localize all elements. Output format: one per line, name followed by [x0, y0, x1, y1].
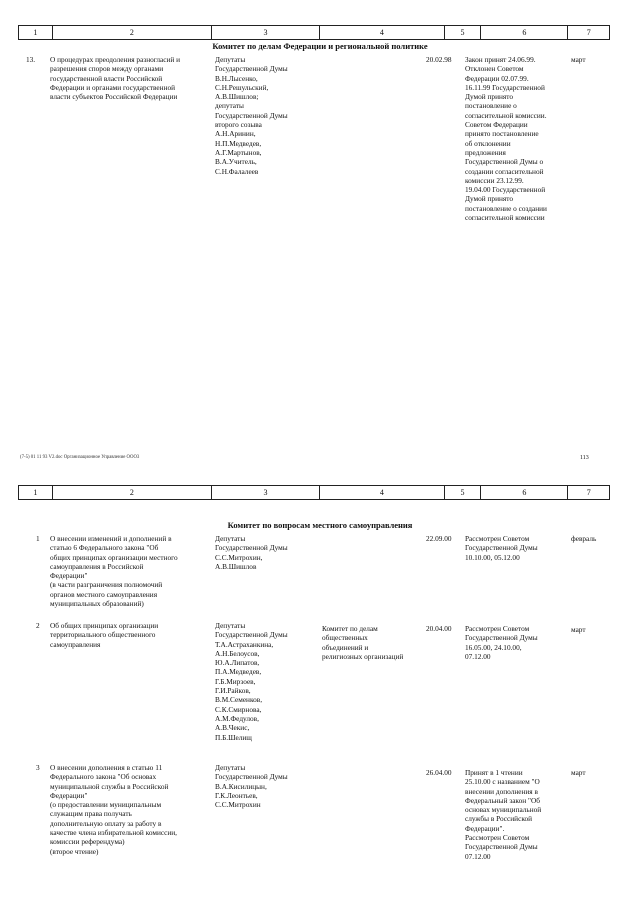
col-header-5: 5	[445, 26, 482, 39]
row-number: 2	[36, 621, 40, 630]
row-number: 13.	[26, 55, 36, 64]
table-header-page1	[18, 25, 610, 40]
row-authors: Депутаты Государственной Думы Т.А.Астраханкина, А.Н.Белоусов, Ю.А.Липатов, П.А.Медведев, Г.Б.Мирзоев, Г.И.Райков, В.М.Семенков, С.К.Смирнова, А.М.Федулов, А.В.Чекис, П.Б.Шелищ	[215, 621, 288, 742]
col-header-7: 7	[586, 488, 591, 497]
row-date: 22.09.00	[426, 534, 452, 543]
col-header-3: 3	[212, 486, 320, 499]
col-header-2: 2	[53, 486, 212, 499]
row-status: Закон принят 24.06.99. Отклонен Советом Федерации 02.07.99. 16.11.99 Государственной Думой принято постановление о согласительной комиссии. Советом Федерации принято постановление об отклонении предложения Государственной Думы о создании согласительной комиссии 23.12.99. 19.04.00 Государственной Думой принято постановление о создании согласительной комиссии	[465, 55, 547, 223]
row-month: февраль	[571, 534, 597, 543]
row-authors: Депутаты Государственной Думы В.А.Кисилицын, Г.К.Леонтьев, С.С.Митрохин	[215, 763, 288, 810]
page-number: 113	[580, 455, 589, 461]
row-title: О процедурах преодоления разногласий и разрешения споров между органами государственной власти Российской Федерации и органами государственной власти субъектов Российской Федерации	[50, 55, 181, 102]
row-month: март	[571, 625, 586, 634]
section-title: Комитет по вопросам местного самоуправления	[227, 520, 413, 530]
row-authors: Депутаты Государственной Думы С.С.Митрохин, А.В.Шишлов	[215, 534, 288, 571]
row-title: О внесении изменений и дополнений в статью 6 Федерального закона "Об общих принципах организации местного самоуправления в Российской Федерации" (в части разграничения полномочий органов местного самоуправления муниципальных образований)	[50, 534, 178, 609]
section-title: Комитет по делам Федерации и региональной политике	[212, 41, 428, 51]
footer-note: (7-5) 01 11 93 V2.doc Организационное Управление ООО3	[20, 455, 140, 460]
row-title: Об общих принципах организации территориального общественного самоуправления	[50, 621, 159, 649]
row-status: Принят в 1 чтении 25.10.00 с названием "О внесении дополнения в Федеральный закон "Об основах муниципальной службы в Российской Федерации". Рассмотрен Советом Государственной Думы 07.12.00	[465, 768, 542, 861]
row-status: Рассмотрен Советом Государственной Думы 10.10.00, 05.12.00	[465, 534, 538, 562]
row-number: 3	[36, 763, 40, 772]
col-header-6: 6	[481, 486, 568, 499]
row-title: О внесении дополнения в статью 11 Федерального закона "Об основах муниципальной службы в Российской Федерации" (о предоставлении муниципальным служащим права получать дополнительную оплату за работу в качестве члена избирательной комиссии, комиссии референдума) (второе чтение)	[50, 763, 177, 856]
row-status: Рассмотрен Советом Государственной Думы 16.05.00, 24.10.00, 07.12.00	[465, 624, 538, 661]
col-header-6: 6	[481, 26, 568, 39]
col-header-2: 2	[53, 26, 212, 39]
row-month: март	[571, 768, 586, 777]
table-header-page2	[18, 485, 610, 500]
col-header-1: 1	[19, 26, 53, 39]
row-date: 26.04.00	[426, 768, 452, 777]
col-header-7: 7	[586, 28, 591, 37]
row-number: 1	[36, 534, 40, 543]
row-date: 20.02.98	[426, 55, 452, 64]
col-header-1: 1	[19, 486, 53, 499]
col-header-3: 3	[212, 26, 320, 39]
row-date: 20.04.00	[426, 624, 452, 633]
row-month: март	[571, 55, 586, 64]
col-header-4: 4	[320, 26, 445, 39]
row-authors: Депутаты Государственной Думы В.Н.Лысенко, С.Н.Решульский, А.В.Шишлов; депутаты Государственной Думы второго созыва А.Н.Аринин, Н.П.Медведев, А.Г.Мартынов, В.А.Учитель, С.Н.Фалалеев	[215, 55, 288, 176]
col-header-4: 4	[320, 486, 445, 499]
row-committee: Комитет по делам общественных объединений и религиозных организаций	[322, 624, 404, 661]
col-header-5: 5	[445, 486, 482, 499]
